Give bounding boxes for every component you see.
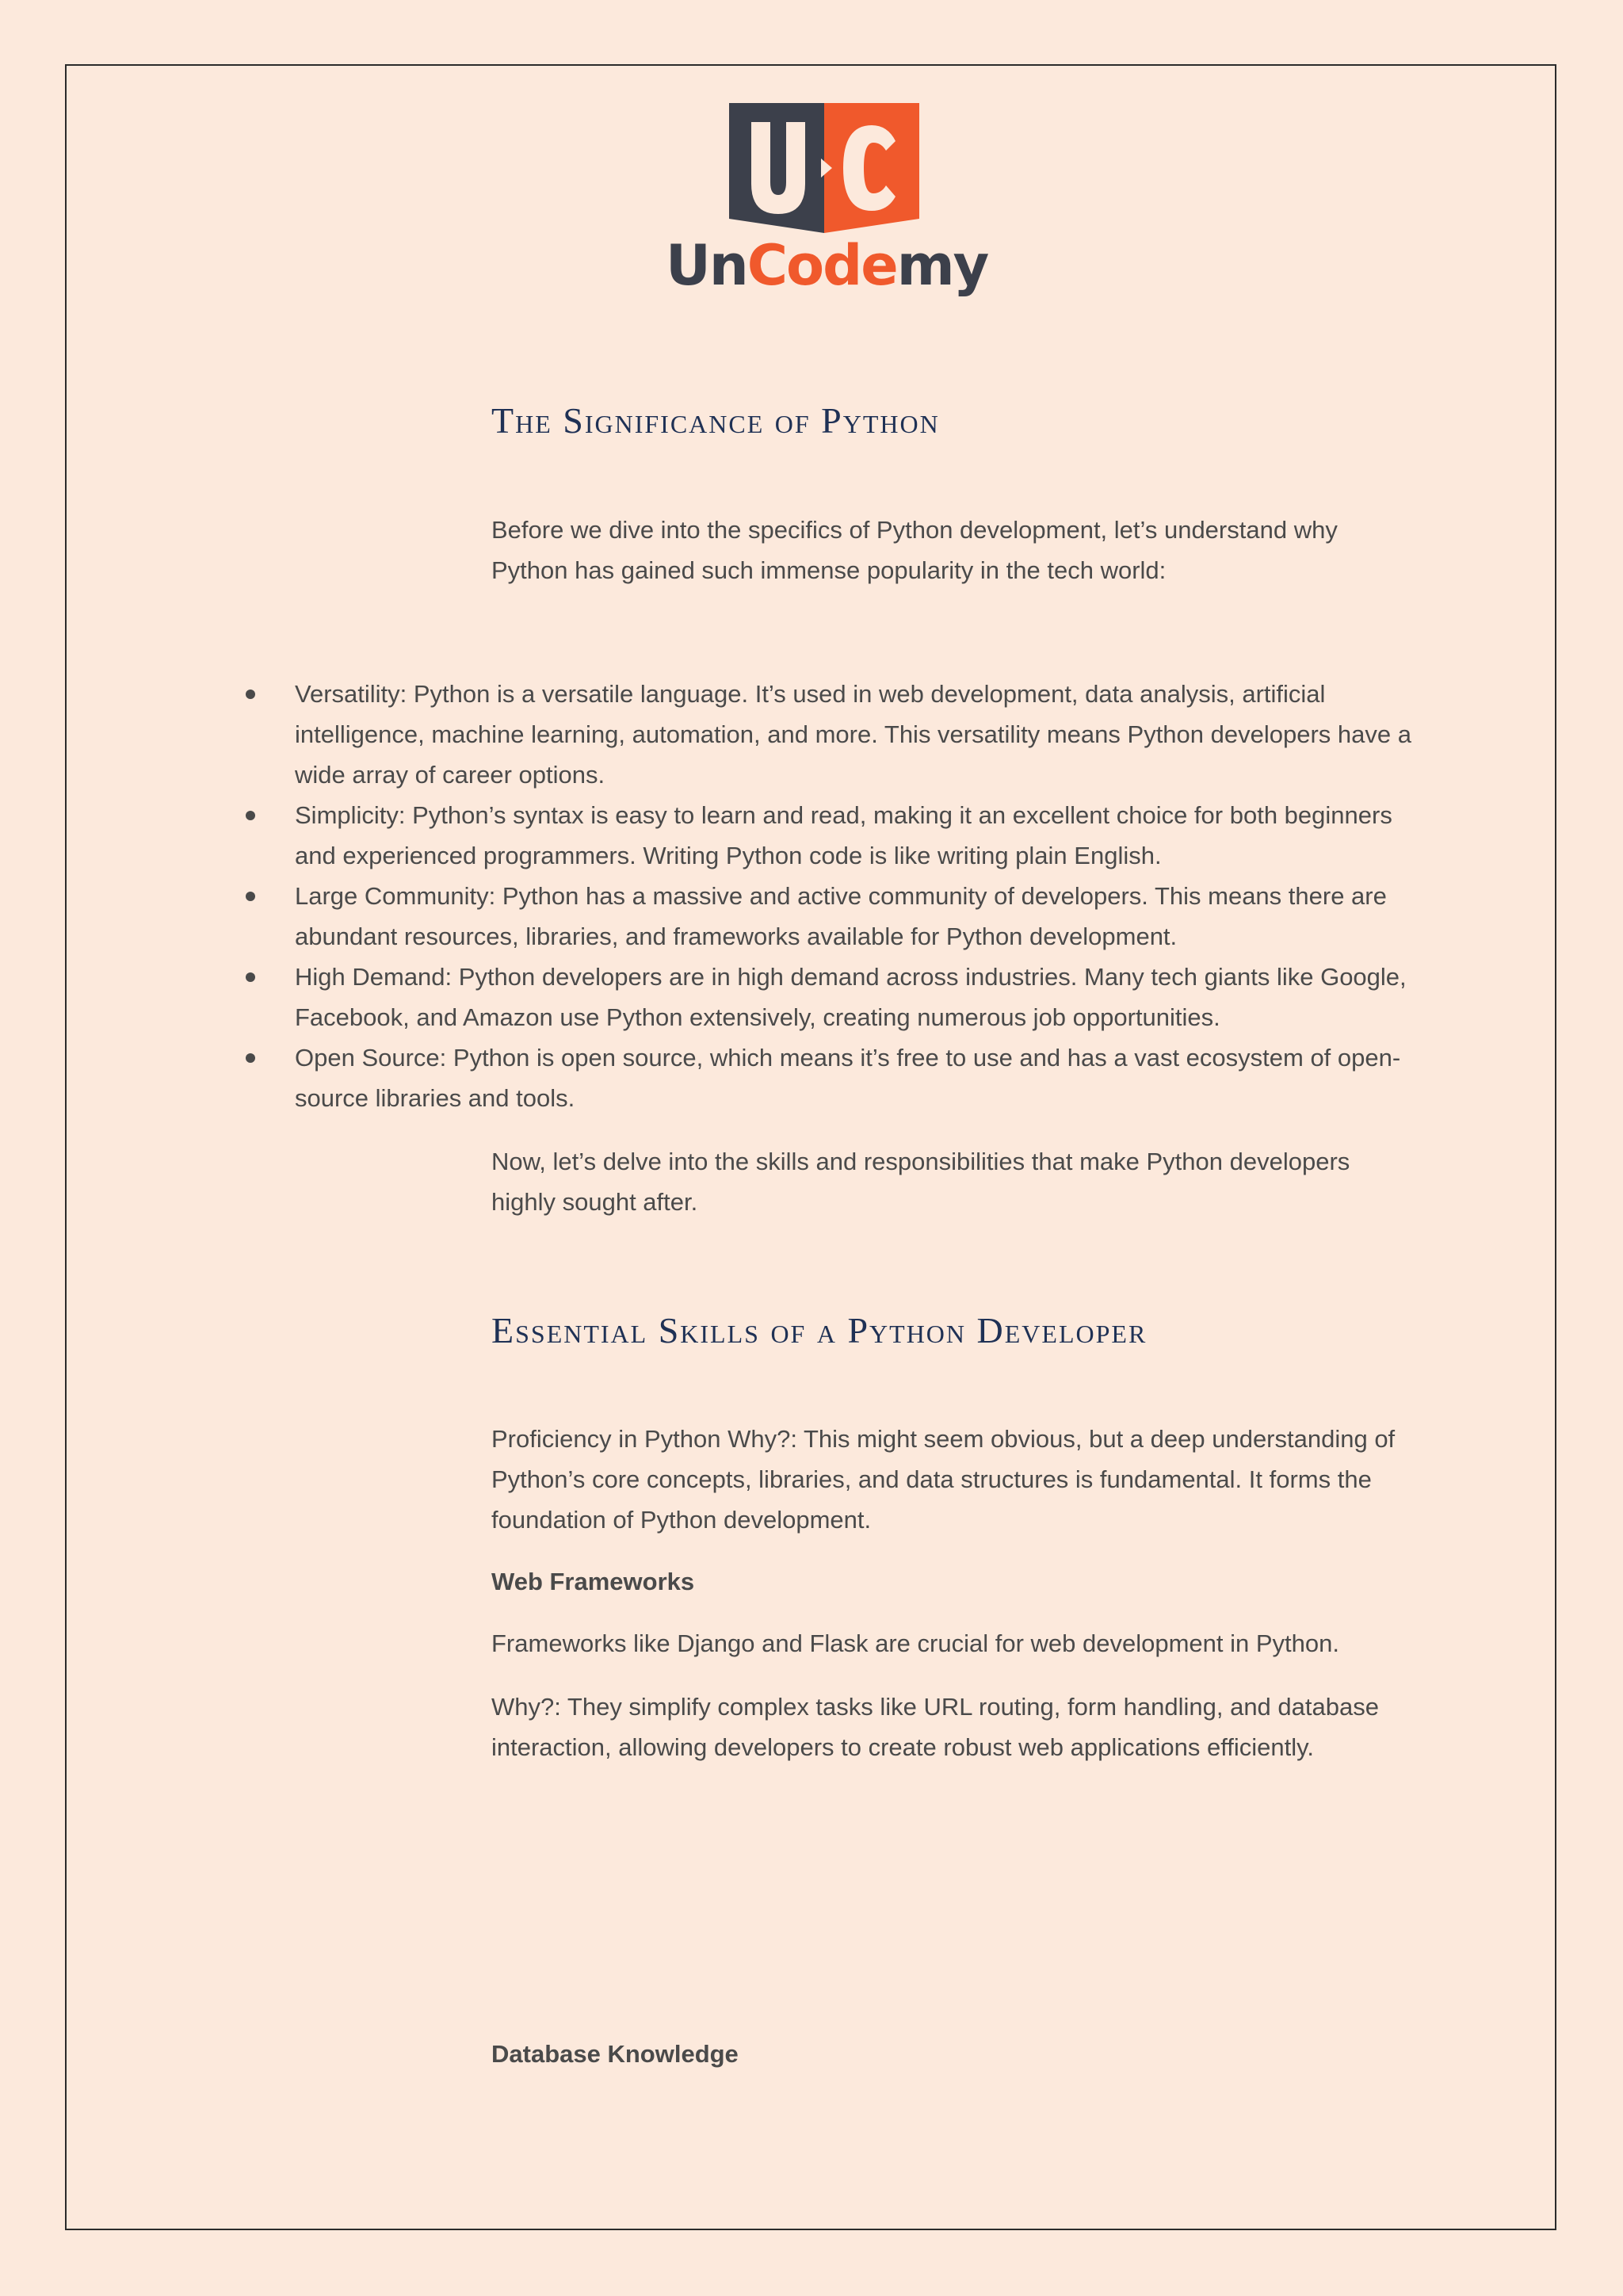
brand-part-my: my	[896, 233, 988, 298]
list-item-text: Versatility: Python is a versatile language. It’s used in web development, data analysis, artificial intelligence, machine learning, automation, and more. This versatility means Python developers have a wide array of career options.	[295, 680, 1411, 789]
bullet-icon	[246, 811, 255, 820]
web-frameworks-title: Web Frameworks	[491, 1568, 695, 1595]
list-item	[238, 1037, 1426, 1118]
list-item-text: Large Community: Python has a massive and active community of developers. This means there are abundant resources, libraries, and frameworks available for Python development.	[295, 882, 1387, 950]
uc-logo-mark-icon	[729, 101, 919, 233]
proficiency-paragraph: Proficiency in Python Why?: This might seem obvious, but a deep understanding of Python’s core concepts, libraries, and data structures is fundamental. It forms the foundation of Python development.	[491, 1425, 1396, 1534]
section-heading-significance: The Significance of Python	[491, 400, 940, 441]
list-item-text: Open Source: Python is open source, which means it’s free to use and has a vast ecosystem of open-source libraries and tools.	[295, 1044, 1401, 1112]
brand-part-un: Un	[666, 233, 747, 298]
web-frameworks-why: Why?: They simplify complex tasks like URL routing, form handling, and database interaction, allowing developers to create robust web applications efficiently.	[491, 1693, 1379, 1761]
section-heading-essential-skills: Essential Skills of a Python Developer	[491, 1310, 1148, 1350]
brand-wordmark	[666, 233, 988, 298]
bullet-icon	[246, 972, 255, 982]
bullet-icon	[246, 1053, 255, 1063]
bullet-icon	[246, 690, 255, 699]
list-item	[238, 957, 1426, 1037]
list-item-text: High Demand: Python developers are in high demand across industries. Many tech giants like Google, Facebook, and Amazon use Python extensively, creating numerous job opportunities.	[295, 963, 1407, 1031]
list-item	[238, 876, 1426, 957]
uncodemy-logo	[666, 97, 988, 303]
brand-part-code: Code	[747, 233, 897, 298]
list-item	[238, 795, 1426, 876]
web-frameworks-text: Frameworks like Django and Flask are crucial for web development in Python.	[491, 1629, 1339, 1657]
outro-paragraph: Now, let’s delve into the skills and responsibilities that make Python developers highly sought after.	[491, 1148, 1350, 1216]
list-item-text: Simplicity: Python’s syntax is easy to learn and read, making it an excellent choice for both beginners and experienced programmers. Writing Python code is like writing plain English.	[295, 801, 1392, 869]
benefits-list	[238, 674, 1426, 1118]
bullet-icon	[246, 892, 255, 901]
list-item	[238, 674, 1426, 795]
intro-paragraph: Before we dive into the specifics of Python development, let’s understand why Python has gained such immense popularity in the tech world:	[491, 516, 1338, 584]
database-knowledge-title: Database Knowledge	[491, 2040, 739, 2068]
